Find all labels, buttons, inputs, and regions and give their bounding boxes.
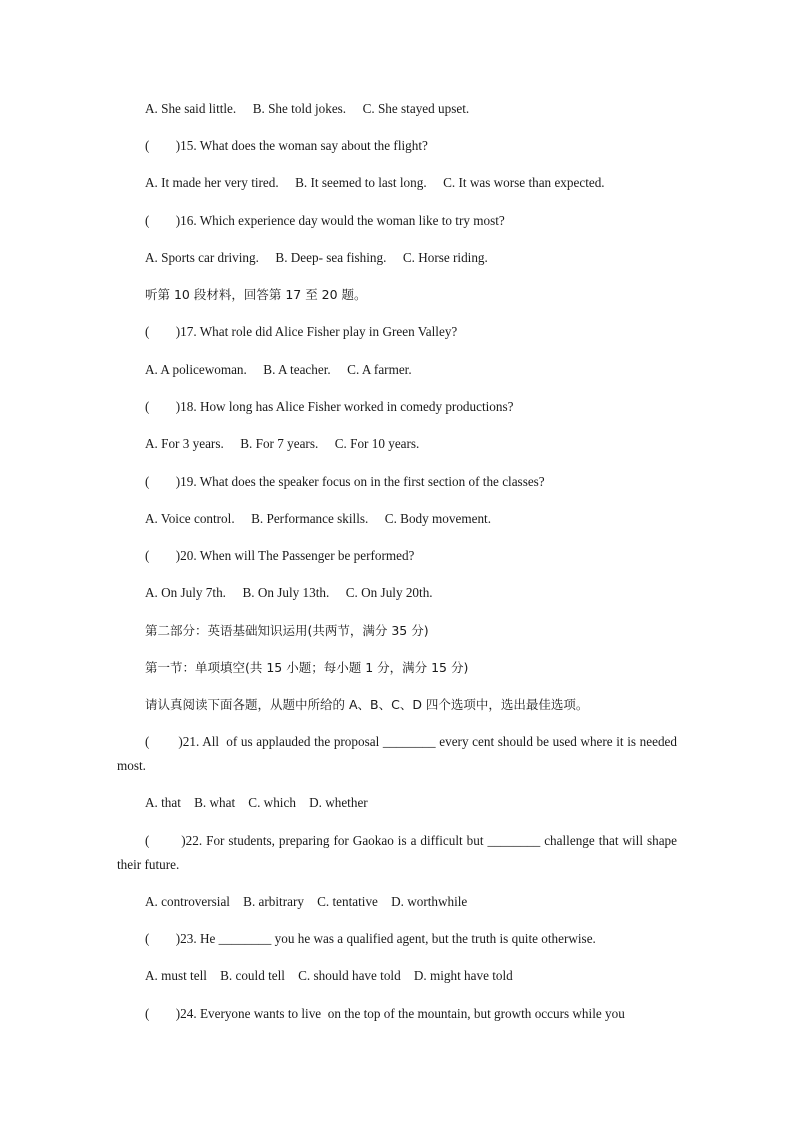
q23-options: A. must tell B. could tell C. should have told D. might have told <box>145 968 513 983</box>
question-20: ( )20. When will The Passenger be performed? <box>145 548 415 563</box>
section-10-instruction: 听第 10 段材料，回答第 17 至 20 题。 <box>145 287 367 302</box>
q22-options: A. controversial B. arbitrary C. tentative D. worthwhile <box>145 894 468 909</box>
question-17: ( )17. What role did Alice Fisher play in Green Valley? <box>145 324 458 339</box>
q21-options: A. that B. what C. which D. whether <box>145 795 368 810</box>
question-21: ( )21. All of us applauded the proposal ________ every cent should be used where it is needed most. <box>117 734 681 773</box>
q17-options: A. A policewoman. B. A teacher. C. A farmer. <box>145 362 412 377</box>
section1-instruction: 请认真阅读下面各题，从题中所给的 A、B、C、D 四个选项中，选出最佳选项。 <box>145 697 589 712</box>
question-22: ( )22. For students, preparing for Gaokao is a difficult but ________ challenge that will shape their future. <box>117 833 681 872</box>
question-16: ( )16. Which experience day would the woman like to try most? <box>145 213 505 228</box>
section1-heading: 第一节：单项填空(共 15 小题；每小题 1 分，满分 15 分) <box>145 660 469 675</box>
question-19: ( )19. What does the speaker focus on in the first section of the classes? <box>145 474 545 489</box>
q14-options: A. She said little. B. She told jokes. C. She stayed upset. <box>145 101 470 116</box>
part2-heading: 第二部分：英语基础知识运用(共两节，满分 35 分) <box>145 623 429 638</box>
q19-options: A. Voice control. B. Performance skills. C. Body movement. <box>145 511 492 526</box>
question-15: ( )15. What does the woman say about the flight? <box>145 138 428 153</box>
q16-options: A. Sports car driving. B. Deep- sea fishing. C. Horse riding. <box>145 250 488 265</box>
q18-options: A. For 3 years. B. For 7 years. C. For 10 years. <box>145 436 420 451</box>
question-24: ( )24. Everyone wants to live on the top of the mountain, but growth occurs while you <box>145 1006 625 1021</box>
q15-options: A. It made her very tired. B. It seemed to last long. C. It was worse than expected. <box>145 175 605 190</box>
question-23: ( )23. He ________ you he was a qualified agent, but the truth is quite otherwise. <box>145 931 596 946</box>
question-18: ( )18. How long has Alice Fisher worked in comedy productions? <box>145 399 514 414</box>
q20-options: A. On July 7th. B. On July 13th. C. On July 20th. <box>145 585 433 600</box>
